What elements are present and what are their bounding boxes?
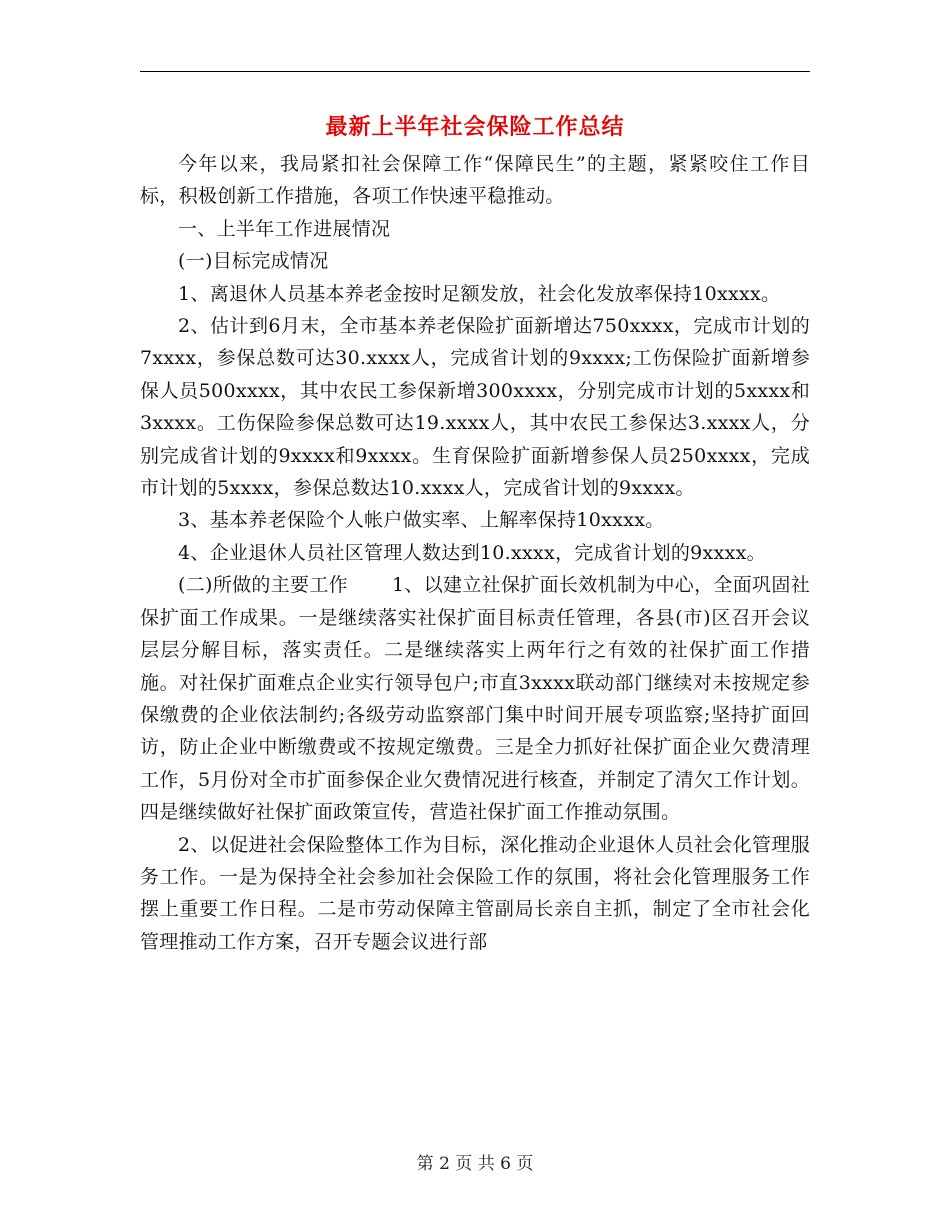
main-work-item-2: 2、以促进社会保险整体工作为目标，深化推动企业退休人员社会化管理服务工作。一是为保持全社会参加社会保险工作的氛围，将社会化管理服务工作摆上重要工作日程。二是市劳动保障主管副局长亲自主抓，制定了全市社会化管理推动工作方案，召开专题会议进行部 <box>140 833 810 953</box>
subsection-heading-targets: (一)目标完成情况 <box>178 250 329 273</box>
target-item-4: 4、企业退休人员社区管理人数达到10.xxxx，完成省计划的9xxxx。 <box>178 541 766 564</box>
target-item-2: 2、估计到6月末，全市基本养老保险扩面新增达750xxxx，完成市计划的7xxxx，参保总数可达30.xxxx人，完成省计划的9xxxx;工伤保险扩面新增参保人员500xxxx，其中农民工参保新增300xxxx，分别完成市计划的5xxxx和3xxxx。工伤保险参保总数可达19.xxxx人，其中农民工参保达3.xxxx人，分别完成省计划的9xxxx和9xxxx。生育保险扩面新增参保人员250xxxx，完成市计划的5xxxx，参保总数达10.xxxx人，完成省计划的9xxxx。 <box>140 315 810 500</box>
main-work-item-1: 1、以建立社保扩面长效机制为中心，全面巩固社保扩面工作成果。一是继续落实社保扩面目标责任管理，各县(市)区召开会议层层分解目标，落实责任。二是继续落实上两年行之有效的社保扩面工作措施。对社保扩面难点企业实行领导包户;市直3xxxx联动部门继续对未按规定参保缴费的企业依法制约;各级劳动监察部门集中时间开展专项监察;坚持扩面回访，防止企业中断缴费或不按规定缴费。三是全力抓好社保扩面企业欠费清理工作，5月份对全市扩面参保企业欠费情况进行核查，并制定了清欠工作计划。四是继续做好社保扩面政策宣传，营造社保扩面工作推动氛围。 <box>140 574 810 824</box>
subsection-heading-main-work: (二)所做的主要工作 <box>178 574 348 597</box>
target-item-1: 1、离退休人员基本养老金按时足额发放，社会化发放率保持10xxxx。 <box>178 282 781 305</box>
section-heading-progress: 一、上半年工作进展情况 <box>178 217 391 240</box>
intro-paragraph: 今年以来，我局紧扣社会保障工作“保障民生”的主题，紧紧咬住工作目标，积极创新工作措施，各项工作快速平稳推动。 <box>140 153 810 208</box>
header-rule <box>140 71 810 72</box>
document-body <box>140 148 810 958</box>
document-title: 最新上半年社会保险工作总结 <box>325 114 625 140</box>
target-item-3: 3、基本养老保险个人帐户做实率、上解率保持10xxxx。 <box>178 509 665 532</box>
page-number-footer: 第 2 页 共 6 页 <box>416 1154 534 1174</box>
main-work-paragraph <box>140 569 810 828</box>
